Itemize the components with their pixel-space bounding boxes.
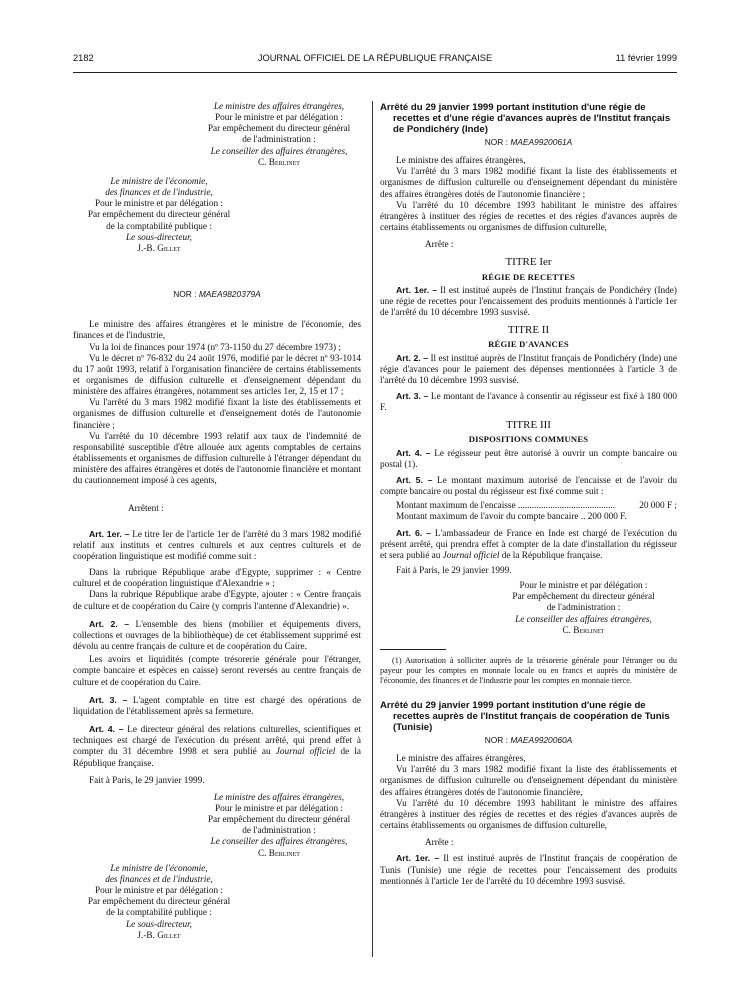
arrete-title: Arrêté du 29 janvier 1999 portant institution d'une régie de recettes auprès de l'Institut français de coopération de Tunis (Tunisie) [380, 699, 670, 733]
journal-title: JOURNAL OFFICIEL DE LA RÉPUBLIQUE FRANÇAISE [257, 53, 493, 63]
arrete-heading: Arrête : [425, 240, 454, 251]
fait-a-paris: Fait à Paris, le 29 janvier 1999. [89, 775, 205, 786]
signature-line: Le sous-directeur, [126, 232, 192, 243]
article-text: Le directeur général des relations culturelles, scientifiques et techniques est chargé de l'exécution du présent arrêté, qui prend effet à compter du 31 décembre 1998 et sera publié au [73, 725, 361, 758]
signature-line: des finances et de l'industrie, [105, 874, 213, 885]
paragraph: Le ministre des affaires étrangères et le ministre de l'économie, des finances et de l'industrie, [73, 320, 361, 342]
article-text: Il est institué auprès de l'Institut français de coopération de Tunis (Tunisie) une régie de recettes pour l'encaissement des produits mentionnés à l'article 1er de l'arrêté du 10 décembre 1993 susvisé. [380, 854, 677, 887]
header-rule [73, 72, 677, 73]
article-text: L'ambassadeur de France en Inde est chargé de l'exécution du présent arrêté, qui prendra effet à compter de la date d'installation du régisseur et sera publié au [380, 528, 677, 561]
signature-line: Par empêchement du directeur général [87, 897, 231, 908]
footnote-rule [380, 649, 446, 650]
signatory-name: C. Berlinet [258, 157, 300, 168]
signature-block [73, 177, 245, 255]
article-text: L'agent comptable en titre est chargé des opérations de liquidation de l'établissement après sa fermeture. [73, 695, 361, 717]
article-6 [380, 528, 677, 562]
nor-label: NOR : [173, 289, 199, 300]
page-number: 2182 [73, 53, 94, 63]
titre-subheading: DISPOSITIONS COMMUNES [468, 434, 589, 445]
signature-line: de la comptabilité publique : [106, 908, 212, 919]
arretent-heading: Arrêtent : [128, 503, 164, 514]
article-2 [73, 619, 361, 653]
issue-date: 11 février 1999 [615, 53, 677, 63]
signature-line: de l'administration : [242, 826, 316, 837]
signature-line: Le ministre des affaires étrangères, [213, 102, 345, 112]
signature-line: Le conseiller des affaires étrangères, [210, 837, 348, 848]
signature-line: Pour le ministre et par délégation : [519, 581, 648, 592]
paragraph: Dans la rubrique République arabe d'Egypte, supprimer : « Centre culturel et de coopération linguistique d'Alexandrie » ; [73, 568, 361, 590]
article-label: Art. 5. – [396, 474, 433, 485]
titre-subheading: RÉGIE DE RECETTES [481, 271, 576, 282]
paragraph: Les avoirs et liquidités (compte trésorerie générale pour l'étranger, compte bancaire et espèces en caisse) seront reversés au centre français de culture et de coopération du Caire. [73, 655, 361, 688]
article-label: Art. 1er. – [396, 853, 440, 864]
nor-label: NOR : [484, 137, 511, 147]
article-5 [380, 475, 677, 498]
signature-line: Pour le ministre et par délégation : [215, 803, 343, 814]
nor-code: MAEA9920061A [510, 137, 573, 147]
article-text: Le montant maximum autorisé de l'encaisse et de l'avoir du compte bancaire ou postal du régisseur est fixé comme suit : [380, 475, 678, 498]
article-4 [380, 448, 677, 471]
nor-reference [73, 289, 361, 300]
nor-code: MAEA9820379A [198, 289, 261, 300]
arrete-title: Arrêté du 29 janvier 1999 portant institution d'une régie de recettes et d'une régie d'avances auprès de l'Institut français de Pondichéry (Inde) [380, 102, 671, 135]
article-text: Il est institué auprès de l'Institut français de Pondichéry (Inde) une régie d'avances pour le paiement des dépenses mentionnées à l'article 3 de l'arrêté du 10 décembre 1993 susvisé. [380, 353, 677, 386]
paragraph: Vu l'arrêté du 3 mars 1982 modifié fixant la liste des établissements et organismes de diffusion culturelle et d'enseignement dotés de l'autonomie financière ; [73, 398, 361, 431]
paragraph: Vu la loi de finances pour 1974 (nº 73-1150 du 27 décembre 1973) ; [89, 342, 341, 353]
titre-heading: TITRE III [506, 419, 551, 432]
article-2 [380, 353, 677, 387]
signature-line: Le ministre de l'économie, [110, 863, 208, 874]
signatory-name: J.-B. Gillet [137, 930, 181, 941]
signature-line: Le ministre de l'économie, [110, 176, 208, 187]
nor-code: MAEA9920060A [510, 734, 573, 745]
article-label: Art. 2. – [396, 352, 429, 363]
signature-line: Par empêchement du directeur général [87, 210, 231, 221]
signature-line: Pour le ministre et par délégation : [95, 886, 223, 897]
signature-line: des finances et de l'industrie, [105, 188, 213, 199]
titre-heading: TITRE II [507, 324, 550, 337]
right-column [380, 80, 677, 888]
article-label: Art. 1er. – [396, 284, 438, 295]
signatory-name: J.-B. Gillet [137, 243, 181, 254]
article-text: Le montant de l'avance à consentir au régisseur est fixé à 180 000 F. [380, 391, 677, 414]
fait-a-paris: Fait à Paris, le 29 janvier 1999. [396, 566, 512, 576]
signature-block [73, 864, 245, 942]
footnote: (1) Autorisation à solliciter auprès de la trésorerie générale pour l'étranger ou du payeur pour les comptes en monnaie locale ou en francs et auprès du ministère de l'économie, des finances et de l'industrie pour les comptes en monnaie tierce. [380, 655, 677, 685]
article-text: de la République française. [499, 550, 603, 561]
amount-row [380, 512, 677, 523]
paragraph: Vu le décret nº 76-832 du 24 août 1976, modifié par le décret nº 93-1014 du 17 août 1993, relatif à l'organisation financière de certains établissements et organismes de diffusion culturelle et d'enseignement dépendant du ministère des affaires étrangères, notamment ses articles 1er, 2, 15 et 17 ; [73, 353, 361, 398]
article-text: L'ensemble des biens (mobilier et équipements divers, collections et ouvrages de la bibliothèque) de cet établissement supprimé est dévolu au centre français de culture et de coopération du Caire. [73, 619, 361, 653]
article-3 [73, 695, 361, 718]
page-header [73, 53, 677, 67]
titre-heading: TITRE Ier [505, 256, 552, 269]
amount-value: 200 000 F. [587, 512, 627, 523]
article-label: Art. 6. – [396, 527, 432, 538]
article-1 [73, 529, 361, 563]
signature-block [197, 793, 361, 860]
paragraph: Le ministre des affaires étrangères, [396, 754, 526, 765]
signature-line: Le conseiller des affaires étrangères, [210, 146, 348, 157]
paragraph: Vu l'arrêté du 3 mars 1982 modifié fixant la liste des établissements et organismes de diffusion culturelle ou d'enseignement dépendant du ministère des affaires étrangères dotés de l'autonomie financière ; [380, 167, 677, 200]
article-text: Le régisseur peut être autorisé à ouvrir un compte bancaire ou postal (1). [380, 448, 677, 470]
paragraph: Vu l'arrêté du 10 décembre 1993 habilitant le ministre des affaires étrangères à instituer des régies de recettes et des régies d'avances auprès de certains établissements ou organismes de diffusion culturelle, [380, 798, 677, 832]
article-label: Art. 1er. – [89, 528, 130, 539]
paragraph: Vu l'arrêté du 10 décembre 1993 habilitant le ministre des affaires étrangères à instituer des régies de recettes et des régies d'avances auprès de certains établissements ou organismes de diffusion culturelle, [380, 200, 677, 234]
signature-line: de l'administration : [242, 135, 316, 146]
signature-line: de l'administration : [546, 603, 621, 614]
signature-line: Pour le ministre et par délégation : [215, 113, 343, 124]
signature-line: Par empêchement du directeur général [207, 124, 351, 135]
signature-block [490, 581, 677, 637]
nor-reference [380, 735, 677, 746]
article-1 [380, 853, 677, 887]
signature-line: Le sous-directeur, [126, 919, 192, 930]
column-margin-bar [372, 101, 373, 957]
article-label: Art. 3. – [396, 390, 429, 401]
signature-line: Par empêchement du directeur général [207, 815, 351, 826]
article-4 [73, 724, 361, 770]
article-text: Il est institué auprès de l'Institut français de Pondichéry (Inde) une régie de recettes pour l'encaissement des produits mentionnés à l'article 1er de l'arrêté du 10 décembre 1993 susvisé. [380, 285, 677, 319]
signatory-name: C. Berlinet [562, 625, 605, 636]
article-text: Le titre Ier de l'article 1er de l'arrêté du 3 mars 1982 modifié relatif aux instituts et centres culturels et aux centres culturels et de coopération linguistique est modifié comme suit : [73, 529, 361, 562]
paragraph: Vu l'arrêté du 10 décembre 1993 relatif aux taux de l'indemnité de responsabilité susceptible d'être allouée aux agents comptables de certains établissements et organismes de diffusion culturelle à l'étranger dépendant du ministère des affaires étrangères et dotés de l'autonomie financière et montant du cautionnement imposé à ces agents, [73, 431, 361, 487]
journal-reference: Journal officiel [442, 550, 500, 561]
signature-line: Le ministre des affaires étrangères, [213, 792, 345, 803]
nor-reference [380, 137, 677, 148]
article-label: Art. 4. – [89, 724, 124, 735]
paragraph: Le ministre des affaires étrangères, [396, 156, 526, 167]
article-3 [380, 391, 677, 414]
article-1 [380, 285, 677, 319]
signature-line: de la comptabilité publique : [106, 221, 212, 232]
titre-subheading: RÉGIE D'AVANCES [488, 339, 569, 350]
signature-block [197, 102, 361, 169]
arrete-heading: Arrête : [425, 838, 454, 849]
nor-label: NOR : [484, 734, 511, 745]
paragraph: Dans la rubrique République arabe d'Egypte, ajouter : « Centre français de culture et de coopération du Caire (y compris l'antenne d'Alexandrie) ». [73, 590, 361, 612]
journal-reference: Journal officiel [275, 747, 336, 758]
amount-label: Montant maximum de l'avoir du compte bancaire .. [396, 512, 588, 523]
signature-line: Pour le ministre et par délégation : [95, 199, 223, 210]
amount-value: 20 000 F ; [639, 501, 677, 512]
left-column [73, 80, 361, 942]
signature-line: Par empêchement du directeur général [512, 592, 655, 603]
signatory-name: C. Berlinet [258, 848, 300, 859]
article-label: Art. 3. – [89, 694, 128, 705]
signature-line: Le conseiller des affaires étrangères, [515, 614, 652, 625]
article-text: de la République française. [73, 747, 362, 769]
article-label: Art. 4. – [396, 447, 431, 458]
article-label: Art. 2. – [89, 618, 130, 629]
amount-label: Montant maximum de l'encaisse .......................................... [396, 501, 616, 512]
amount-row [380, 501, 677, 512]
paragraph: Vu l'arrêté du 3 mars 1982 modifié fixant la liste des établissements et organismes de diffusion culturelle ou d'enseignement dépendant du ministère des affaires étrangères dotés de l'autonomie financière, [380, 765, 677, 798]
